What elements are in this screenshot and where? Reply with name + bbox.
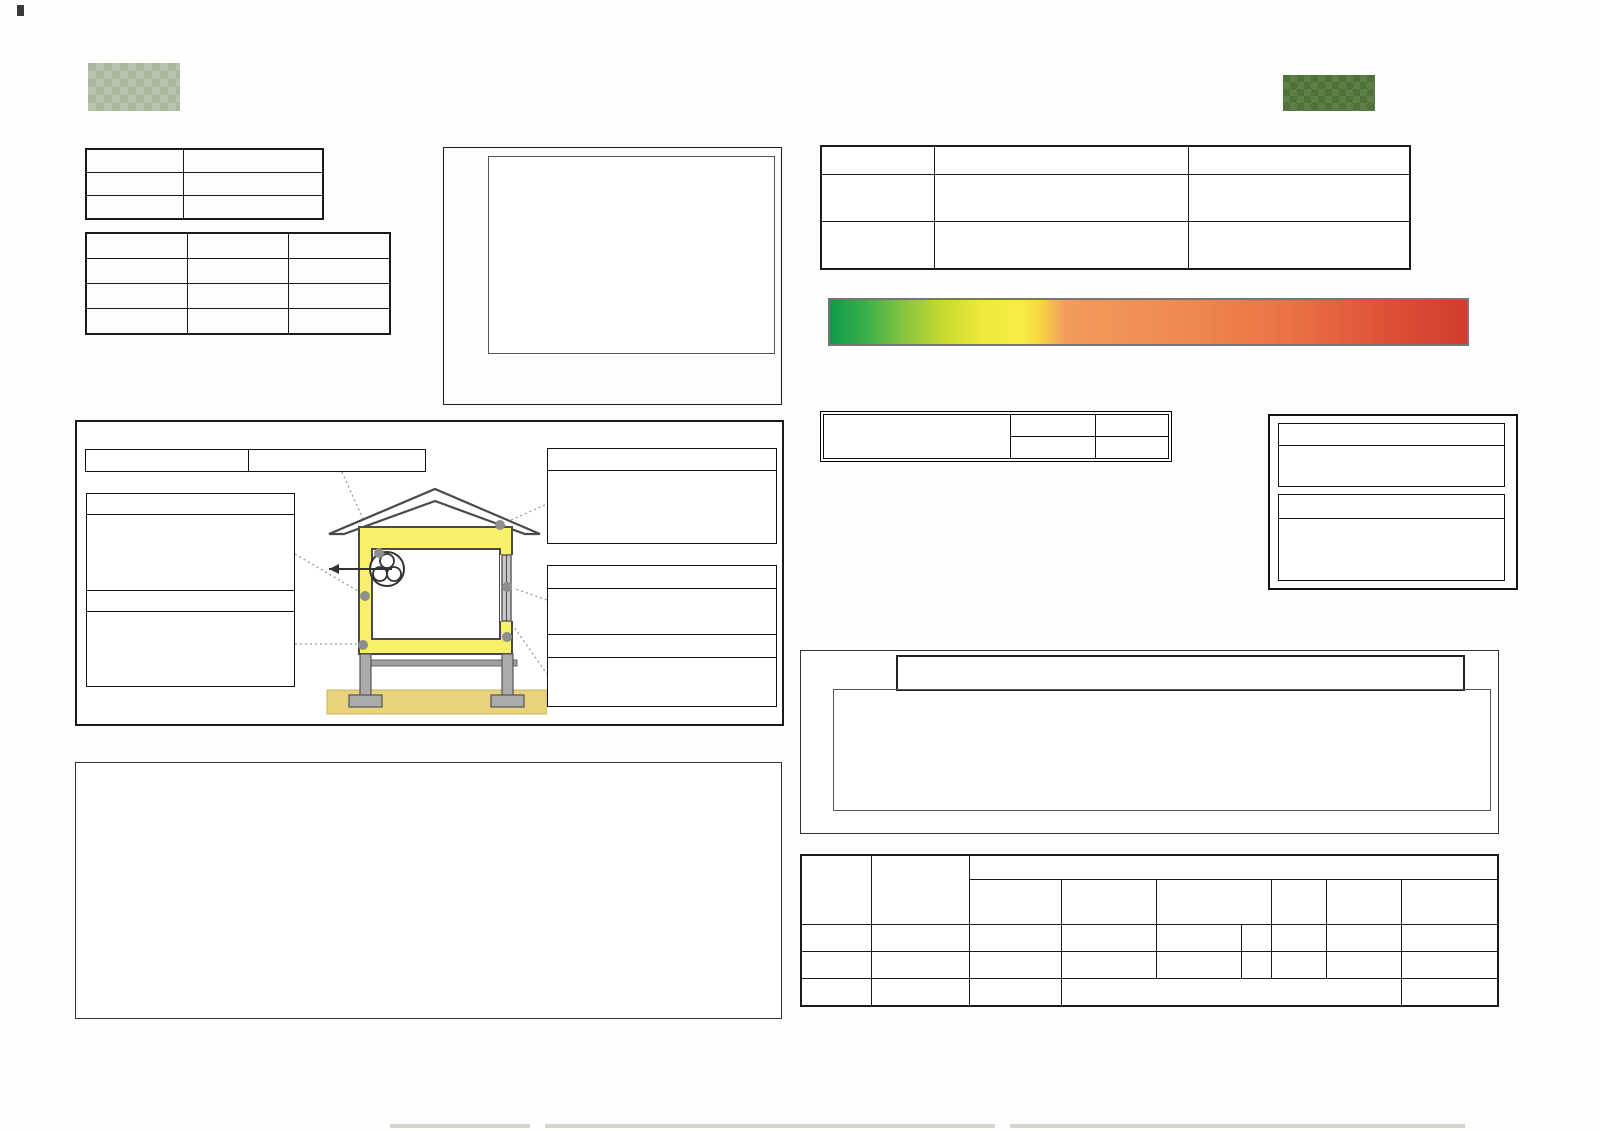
footing-right bbox=[502, 654, 513, 700]
scan-artifact bbox=[390, 1124, 530, 1128]
cooling-load-label bbox=[821, 222, 935, 270]
vent-label bbox=[86, 450, 249, 472]
table-row bbox=[86, 196, 323, 220]
col-header bbox=[969, 855, 1498, 880]
col-header bbox=[1156, 880, 1271, 925]
table-row bbox=[86, 173, 323, 196]
col-header bbox=[289, 233, 391, 259]
load-result-table bbox=[820, 145, 1411, 270]
gauge-bar bbox=[828, 298, 1469, 346]
owner-name-redacted bbox=[88, 63, 180, 111]
degree-day-table bbox=[85, 232, 391, 335]
heat-loss-plot bbox=[488, 156, 775, 354]
perf-label bbox=[86, 196, 184, 220]
perf-label bbox=[86, 149, 184, 173]
cell-value bbox=[289, 309, 391, 335]
table-row bbox=[821, 222, 1410, 270]
table-row bbox=[86, 259, 390, 284]
floor-header bbox=[86, 590, 295, 613]
header-bar bbox=[75, 57, 1537, 117]
scan-artifact bbox=[545, 1124, 995, 1128]
glass-value bbox=[547, 657, 777, 707]
fuel-row-heating bbox=[801, 925, 1498, 952]
dd-note bbox=[116, 357, 291, 380]
col-header bbox=[1011, 415, 1096, 437]
region-table bbox=[823, 414, 1169, 459]
region-table-wrap bbox=[820, 411, 1172, 462]
scan-artifact bbox=[1010, 1124, 1465, 1128]
level-gauge bbox=[828, 279, 1465, 399]
col-header bbox=[969, 880, 1061, 925]
footing-left bbox=[360, 654, 371, 700]
glass-header bbox=[547, 634, 777, 659]
cell-value bbox=[289, 259, 391, 284]
col-header bbox=[1061, 880, 1156, 925]
monthly-legend bbox=[896, 655, 1465, 691]
temp-chart bbox=[75, 762, 782, 1019]
col-header bbox=[1096, 437, 1169, 459]
ceiling-value bbox=[547, 470, 777, 544]
wall-value bbox=[86, 514, 295, 592]
col-header bbox=[1011, 437, 1096, 459]
col-header bbox=[1401, 880, 1498, 925]
row-label bbox=[86, 259, 188, 284]
table-row bbox=[86, 309, 390, 335]
result-caption2 bbox=[1279, 495, 1504, 519]
temp-chart-svg bbox=[76, 763, 781, 1018]
wall-header bbox=[86, 493, 295, 516]
table-row bbox=[86, 233, 390, 259]
scan-artifact bbox=[17, 5, 24, 16]
perf-label bbox=[86, 173, 184, 196]
table-row bbox=[86, 149, 323, 173]
col-header bbox=[1189, 146, 1411, 175]
house-diagram bbox=[297, 457, 547, 715]
monthly-load-chart bbox=[800, 650, 1499, 834]
col-header bbox=[1271, 880, 1326, 925]
col-header bbox=[1096, 415, 1169, 437]
cell-value bbox=[188, 309, 289, 335]
result-caption bbox=[1279, 424, 1504, 446]
cell-value bbox=[289, 284, 391, 309]
ceiling-header bbox=[547, 448, 777, 472]
insulated-walls bbox=[359, 527, 512, 654]
col-header bbox=[935, 146, 1189, 175]
result-percent bbox=[1279, 446, 1504, 486]
sash-header bbox=[547, 565, 777, 590]
col-header bbox=[871, 855, 969, 925]
heating-load-label bbox=[821, 175, 935, 222]
monthly-plot bbox=[833, 689, 1491, 811]
insulation-spec-section bbox=[75, 420, 784, 726]
fuel-row-cooling bbox=[801, 952, 1498, 979]
sash-value bbox=[547, 588, 777, 636]
result-box bbox=[1268, 414, 1518, 590]
row-label bbox=[86, 309, 188, 335]
dd-note bbox=[116, 382, 291, 405]
col-header bbox=[1326, 880, 1401, 925]
table-row bbox=[821, 175, 1410, 222]
heat-loss-chart bbox=[443, 147, 782, 405]
serial-redacted bbox=[1283, 75, 1375, 111]
fuel-table bbox=[800, 854, 1499, 1007]
col-header bbox=[188, 233, 289, 259]
perf-table bbox=[85, 148, 324, 220]
table-row bbox=[86, 284, 390, 309]
cell-value bbox=[188, 259, 289, 284]
row-label bbox=[86, 284, 188, 309]
table-row bbox=[821, 146, 1410, 175]
fuel-row-total bbox=[801, 979, 1498, 1007]
q1-level-badge bbox=[1279, 519, 1504, 578]
floor-value bbox=[86, 611, 295, 687]
floor-beam bbox=[367, 660, 517, 666]
region-header-main bbox=[824, 415, 1011, 459]
cell-value bbox=[188, 284, 289, 309]
